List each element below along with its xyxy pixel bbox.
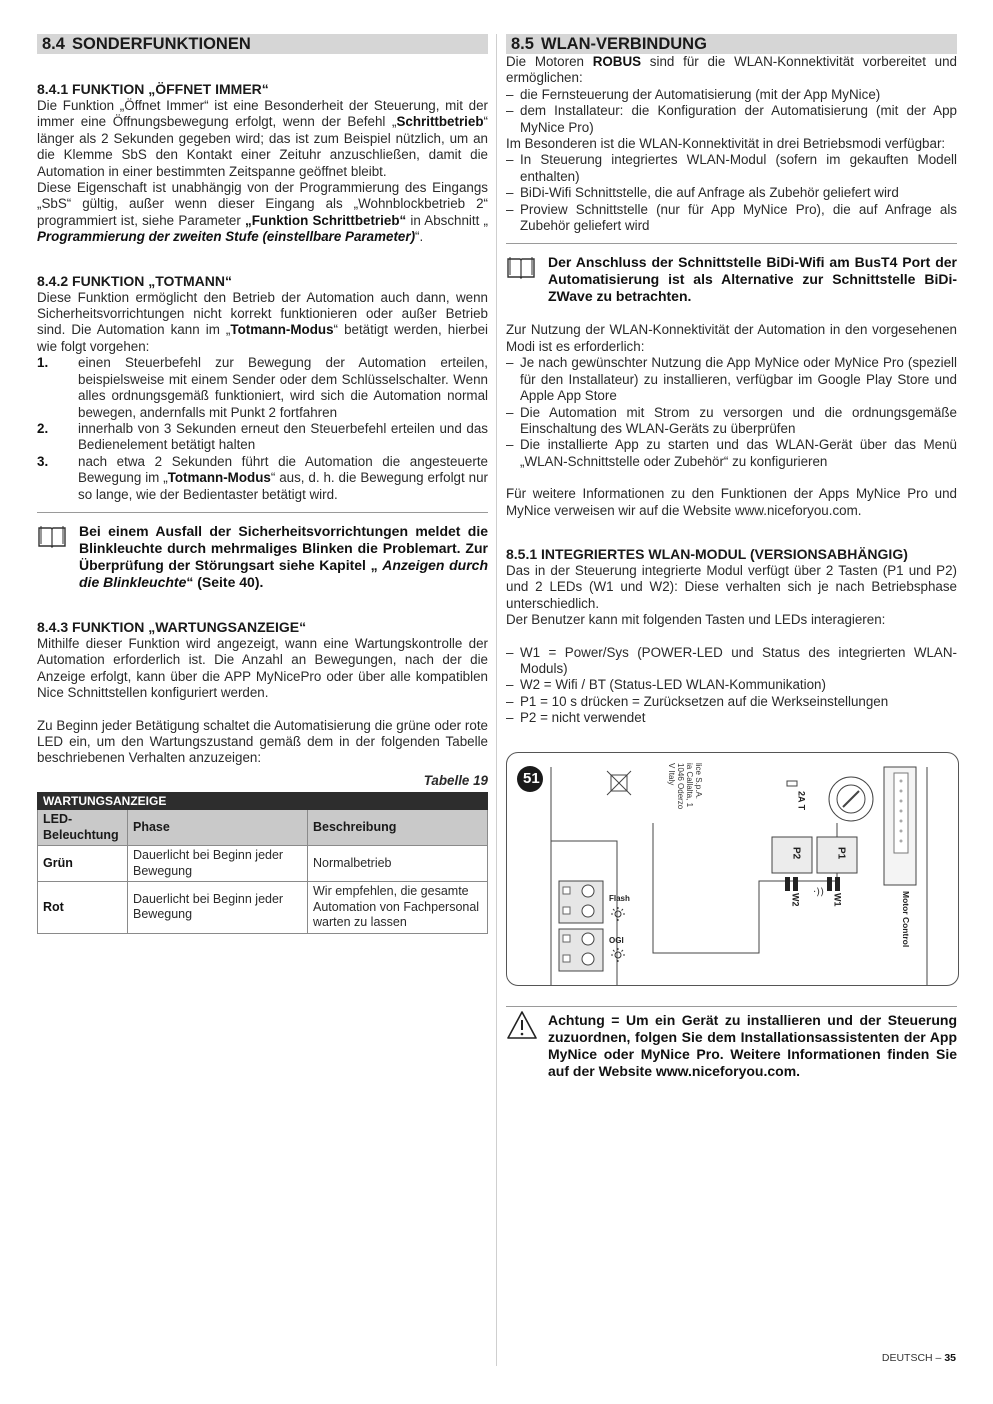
table-header: Phase [128,810,308,846]
paragraph-module: Das in der Steuerung integrierte Modul verfügt über 2 Tasten (P1 und P2) und 2 LEDs (W1 und W2): Diese verhalten sich je nach Betriebsphase unterschiedlich. [506,562,957,611]
wlan-capabilities-list [506,87,957,136]
svg-text:·)): ·)) [813,886,824,898]
control-board-drawing [507,753,958,985]
paragraph-wlan-intro: Die Motoren ROBUS sind für die WLAN-Konnektivität vorbereitet und ermöglichen: [506,54,957,86]
paragraph-wartung-2: Zu Beginn jeder Betätigung schaltet die Automatisierung die grüne oder rote LED ein, um den Wartungszustand gemäß dem in der folgenden Tabelle beschriebenen Verhalten anzuzeigen: [37,717,488,766]
warning-triangle-icon [506,1010,538,1044]
totmann-steps [37,355,488,503]
page-number: 35 [944,1352,956,1364]
list-item: – P1 = 10 s drücken = Zurücksetzen auf die Werkseinstellungen [506,694,957,710]
maintenance-table [37,792,488,934]
column-divider [496,34,497,1366]
paragraph-oeffnet-immer-2: Diese Eigenschaft ist unabhängig von der Programmierung des Eingangs „SbS“ gültig, außer wenn dieser Eingang als „Wohnblockbetrieb 2“ programmiert ist, siehe Parameter „Funktion Schrittbetrieb“ in Abschnitt „ Programmierung der zweiten Stufe (einstellbare Parameter)“. [37,180,488,245]
section-heading-8-4 [37,34,488,54]
terminal-ogi-label: OGI [609,935,624,945]
section-heading-8-5 [506,34,957,54]
manual-book-icon [506,256,536,284]
list-item: 2. innerhalb von 3 Sekunden erneut den Steuerbefehl erteilen und das Bedienelement betätigt halten [37,420,488,453]
paragraph-wlan-modes: Im Besonderen ist die WLAN-Konnektivität in drei Betriebsmodi verfügbar: [506,136,946,152]
list-item: – Die Automation mit Strom zu versorgen und die ordnungsgemäße Einschaltung des WLAN-Geräts zu überprüfen [506,405,957,438]
motor-control-label: Motor Control [901,890,911,947]
terminal-flash-label: Flash [609,893,630,903]
note-blinkleuchte: Bei einem Ausfall der Sicherheitsvorrichtungen meldet die Blinkleuchte durch mehrmaliges Blinken die Problemart. Zur Überprüfung der Störungsart siehe Kapitel „ Anzeigen durch die Blinkleuchte“ (Seite 40). [37,523,488,591]
list-item: – Je nach gewünschter Nutzung die App MyNice oder MyNice Pro (speziell für den Installateur) zu installieren, verfügbar im Google Play Store und Apple App Store [506,355,957,404]
table-cell: Grün [38,846,128,882]
list-item: 3. nach etwa 2 Sekunden führt die Automation die angesteuerte Bewegung im „Totmann-Modus“ aus, d. h. die Bewegung erfolgt nur so lange, wie der Bedientaster betätigt wird. [37,453,488,502]
heading-8-5-1: 8.5.1 INTEGRIERTES WLAN-MODUL (VERSIONSABHÄNGIG) [506,545,908,562]
paragraph-module-interact: Der Benutzer kann mit folgenden Tasten und LEDs interagieren: [506,612,886,628]
figure-51-control-board [506,752,959,986]
list-item: – Proview Schnittstelle (nur für App MyNice Pro), die auf Anfrage als Zubehör geliefert wird [506,202,957,235]
list-item: – dem Installateur: die Konfiguration der Automatisierung (mit der App MyNice Pro) [506,103,957,136]
figure-number: 51 [523,769,540,787]
list-item: – W2 = Wifi / BT (Status-LED WLAN-Kommunikation) [506,677,957,693]
heading-8-4-1: 8.4.1 FUNKTION „ÖFFNET IMMER“ [37,81,269,97]
right-column [506,34,957,1080]
left-column [37,34,488,934]
wlan-requirements-list [506,355,957,470]
footer-language: DEUTSCH – [881,1352,945,1364]
list-item: – In Steuerung integriertes WLAN-Modul (sofern im gekauften Modell enthalten) [506,152,957,185]
table-cell: Wir empfehlen, die gesamte Automation von Fachpersonal warten zu lassen [308,882,488,934]
list-item: – Die installierte App zu starten und das WLAN-Gerät über das Menü „WLAN-Schnittstelle oder Zubehör“ zu konfigurieren [506,437,957,470]
wlan-modes-list [506,152,957,234]
table-cell: Rot [38,882,128,934]
table-header-row [38,810,488,846]
heading-8-4-2: 8.4.2 FUNKTION „TOTMANN“ [37,272,232,289]
paragraph-more-info: Für weitere Informationen zu den Funktionen der Apps MyNice Pro und MyNice verweisen wir auf die Website www.niceforyou.com. [506,486,957,518]
button-p1: P1 [835,846,847,859]
fuse-label: 2A T [796,790,807,810]
warning-installation: Achtung = Um ein Gerät zu installieren und der Steuerung zuzuordnen, folgen Sie dem Installationsassistenten der App MyNice oder MyNice Pro. Weitere Informationen finden Sie auf der Website www.niceforyou.com. [506,1012,957,1080]
paragraph-wartung-1: Mithilfe dieser Funktion wird angezeigt, wann eine Wartungskontrolle der Automation erforderlich ist. Die Anzahl an Bewegungen, nach der die Anzeige erfolgt, kann über die APP MyNicePro oder über alle kompatiblen Nice Schnittstellen konfiguriert werden. [37,635,488,701]
table-row [38,846,488,882]
list-item: – die Fernsteuerung der Automatisierung (mit der App MyNice) [506,87,957,103]
led-w2: W2 [790,892,801,907]
list-item: – W1 = Power/Sys (POWER-LED und Status des integrierten WLAN-Moduls) [506,645,957,678]
note-bidi-wifi: Der Anschluss der Schnittstelle BiDi-Wifi am BusT4 Port der Automatisierung ist als Alternative zur Schnittstelle BiDi-ZWave zu betrachten. [506,254,957,305]
paragraph-totmann: Diese Funktion ermöglicht den Betrieb der Automation auch dann, wenn Sicherheitsvorrichtungen nicht korrekt funktionieren oder außer Betrieb sind. Die Automation kann im „Totmann-Modus“ betätigt werden, hierbei wie folgt vorgehen: [37,289,488,354]
section-title: WLAN-VERBINDUNG [541,35,707,53]
button-p2: P2 [790,846,802,859]
table-caption: Tabelle 19 [423,772,488,788]
section-number: 8.5 [511,35,534,53]
heading-8-4-3: 8.4.3 FUNKTION „WARTUNGSANZEIGE“ [37,618,307,635]
module-buttons-list [506,645,957,727]
table-cell: Dauerlicht bei Beginn jeder Bewegung [128,882,308,934]
note-divider [506,243,957,254]
page-footer [882,1350,956,1366]
note-divider [37,512,488,523]
table-cell: Normalbetrieb [308,846,488,882]
table-header: Beschreibung [308,810,488,846]
table-header: LED-Beleuchtung [38,810,128,846]
manual-book-icon [37,525,67,553]
list-item: – P2 = nicht verwendet [506,710,957,726]
list-item: 1. einen Steuerbefehl zur Bewegung der Automation erteilen, beispielsweise mit einem Sender oder dem Schlüsselschalter. Wenn alles ordnungsgemäß funktioniert, wird sich die Automation normal bewegen, andernfalls mit Punkt 2 fortfahren [37,355,488,420]
list-item: – BiDi-Wifi Schnittstelle, die auf Anfrage als Zubehör geliefert wird [506,185,957,201]
table-row [38,882,488,934]
section-title: SONDERFUNKTIONEN [72,35,251,53]
paragraph-wlan-requirements: Zur Nutzung der WLAN-Konnektivität der Automation in den vorgesehenen Modi ist es erforderlich: [506,322,957,354]
manufacturer-label: lice S.p.A. ia Callalta, 1 1046 Oderzo V Italy [667,762,703,809]
table-cell: Dauerlicht bei Beginn jeder Bewegung [128,846,308,882]
led-w1: W1 [832,892,843,907]
table-title: WARTUNGSANZEIGE [38,793,488,810]
section-number: 8.4 [42,35,65,53]
paragraph-oeffnet-immer-1: Die Funktion „Öffnet Immer“ ist eine Besonderheit der Steuerung, mit der immer eine Öffnungsbewegung erfolgt, wenn der Befehl „Schrittbetrieb“ länger als 2 Sekunden gegeben wird; das ist zum Beispiel nützlich, um an die Klemme SbS den Kontakt einer Zeituhr anzuschließen, damit die Automation in einer bestimmten Zeitspanne geöffnet bleibt. [37,98,488,179]
